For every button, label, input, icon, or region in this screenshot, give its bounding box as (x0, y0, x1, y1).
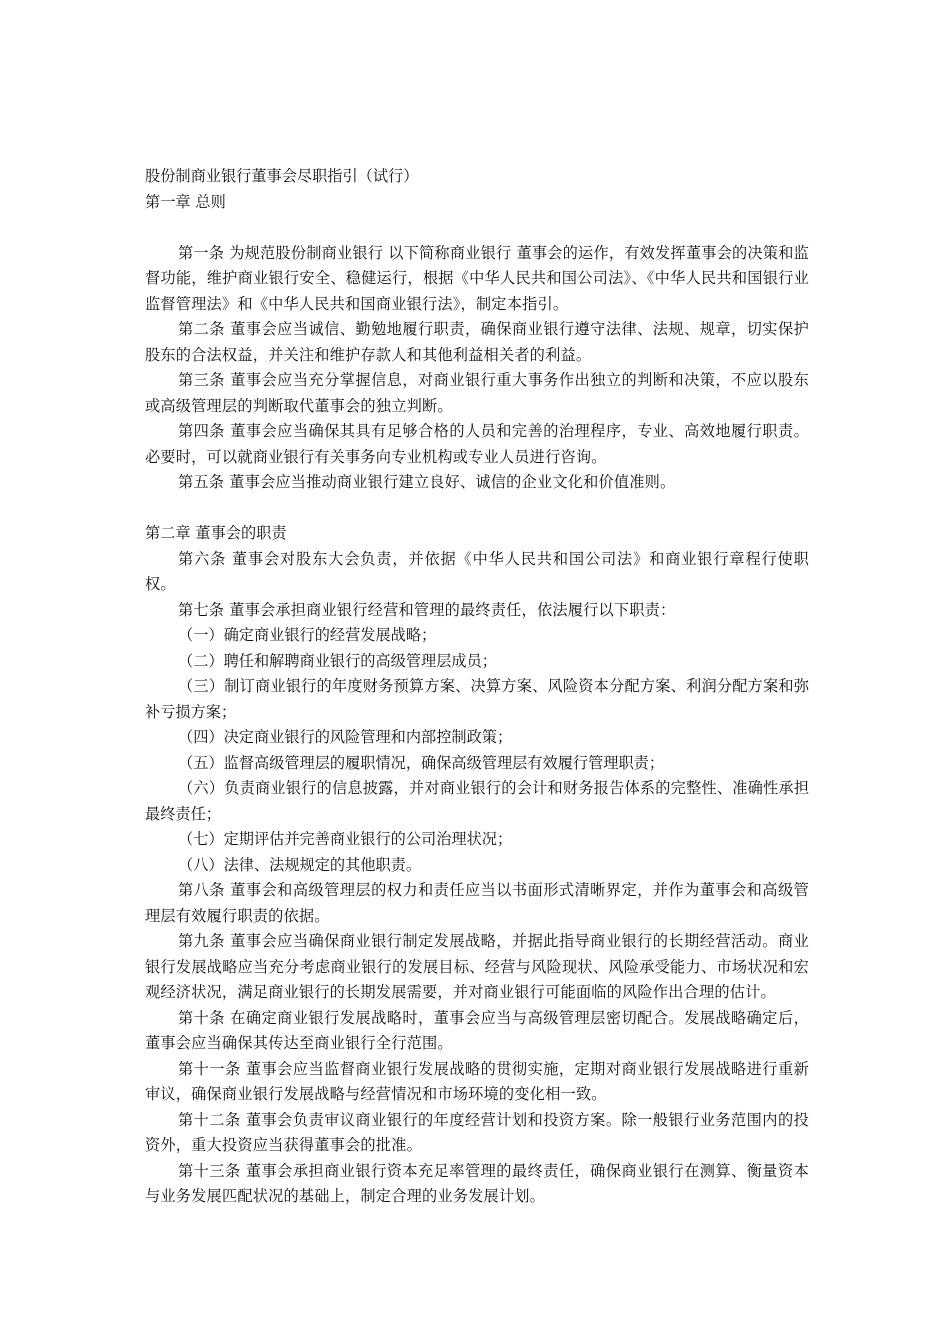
article-12: 第十二条 董事会负责审议商业银行的年度经营计划和投资方案。除一般银行业务范围内的投资外，重大投资应当获得董事会的批准。 (145, 1110, 809, 1154)
article-3: 第三条 董事会应当充分掌握信息，对商业银行重大事务作出独立的判断和决策，不应以股东或高级管理层的判断取代董事会的独立判断。 (145, 371, 809, 415)
spacer (145, 215, 809, 241)
document-page (145, 164, 809, 1210)
article-6: 第六条 董事会对股东大会负责，并依据《中华人民共和国公司法》和商业银行章程行使职权。 (145, 549, 809, 593)
article-9: 第九条 董事会应当确保商业银行制定发展战略，并据此指导商业银行的长期经营活动。商业银行发展战略应当充分考虑商业银行的发展目标、经营与风险现状、风险承受能力、市场状况和宏观经济状况，满足商业银行的长期发展需要，并对商业银行可能面临的风险作出合理的估计。 (145, 932, 809, 1001)
duty-item-6: （六）负责商业银行的信息披露，并对商业银行的会计和财务报告体系的完整性、准确性承担最终责任； (145, 779, 809, 823)
article-7: 第七条 董事会承担商业银行经营和管理的最终责任，依法履行以下职责： (178, 600, 676, 619)
article-1: 第一条 为规范股份制商业银行 以下简称商业银行 董事会的运作，有效发挥董事会的决策和监督功能，维护商业银行安全、稳健运行，根据《中华人民共和国公司法》、《中华人民共和国银行业监督管理法》和《中华人民共和国商业银行法》，制定本指引。 (145, 243, 809, 313)
article-5: 第五条 董事会应当推动商业银行建立良好、诚信的企业文化和价值准则。 (178, 473, 676, 491)
article-10: 第十条 在确定商业银行发展战略时，董事会应当与高级管理层密切配合。发展战略确定后，董事会应当确保其传达至商业银行全行范围。 (145, 1008, 809, 1052)
duty-item-4: （四）决定商业银行的风险管理和内部控制政策； (178, 728, 513, 746)
document-title: 股份制商业银行董事会尽职指引（试行） (145, 167, 419, 185)
article-11: 第十一条 董事会应当监督商业银行发展战略的贯彻实施，定期对商业银行发展战略进行重新审议，确保商业银行发展战略与经营情况和市场环境的变化相一致。 (145, 1059, 809, 1103)
duty-item-7: （七）定期评估并完善商业银行的公司治理状况； (178, 830, 513, 848)
spacer (145, 496, 809, 522)
article-8: 第八条 董事会和高级管理层的权力和责任应当以书面形式清晰界定，并作为董事会和高级管理层有效履行职责的依据。 (145, 881, 809, 925)
duty-item-3: （三）制订商业银行的年度财务预算方案、决算方案、风险资本分配方案、利润分配方案和弥补亏损方案； (145, 677, 809, 721)
article-4: 第四条 董事会应当确保其具有足够合格的人员和完善的治理程序，专业、高效地履行职责。必要时，可以就商业银行有关事务向专业机构或专业人员进行咨询。 (145, 422, 809, 466)
article-13: 第十三条 董事会承担商业银行资本充足率管理的最终责任，确保商业银行在测算、衡量资本与业务发展匹配状况的基础上，制定合理的业务发展计划。 (145, 1161, 809, 1205)
duty-item-5: （五）监督高级管理层的履职情况，确保高级管理层有效履行管理职责； (178, 753, 664, 772)
duty-item-8: （八）法律、法规规定的其他职责。 (178, 855, 421, 874)
chapter-2-heading: 第二章 董事会的职责 (145, 524, 287, 542)
article-2: 第二条 董事会应当诚信、勤勉地履行职责，确保商业银行遵守法律、法规、规章，切实保护股东的合法权益，并关注和维护存款人和其他利益相关者的利益。 (145, 320, 809, 364)
duty-item-2: （二）聘任和解聘商业银行的高级管理层成员； (178, 651, 497, 670)
chapter-1-heading: 第一章 总则 (145, 192, 226, 211)
duty-item-1: （一）确定商业银行的经营发展战略； (178, 626, 437, 644)
